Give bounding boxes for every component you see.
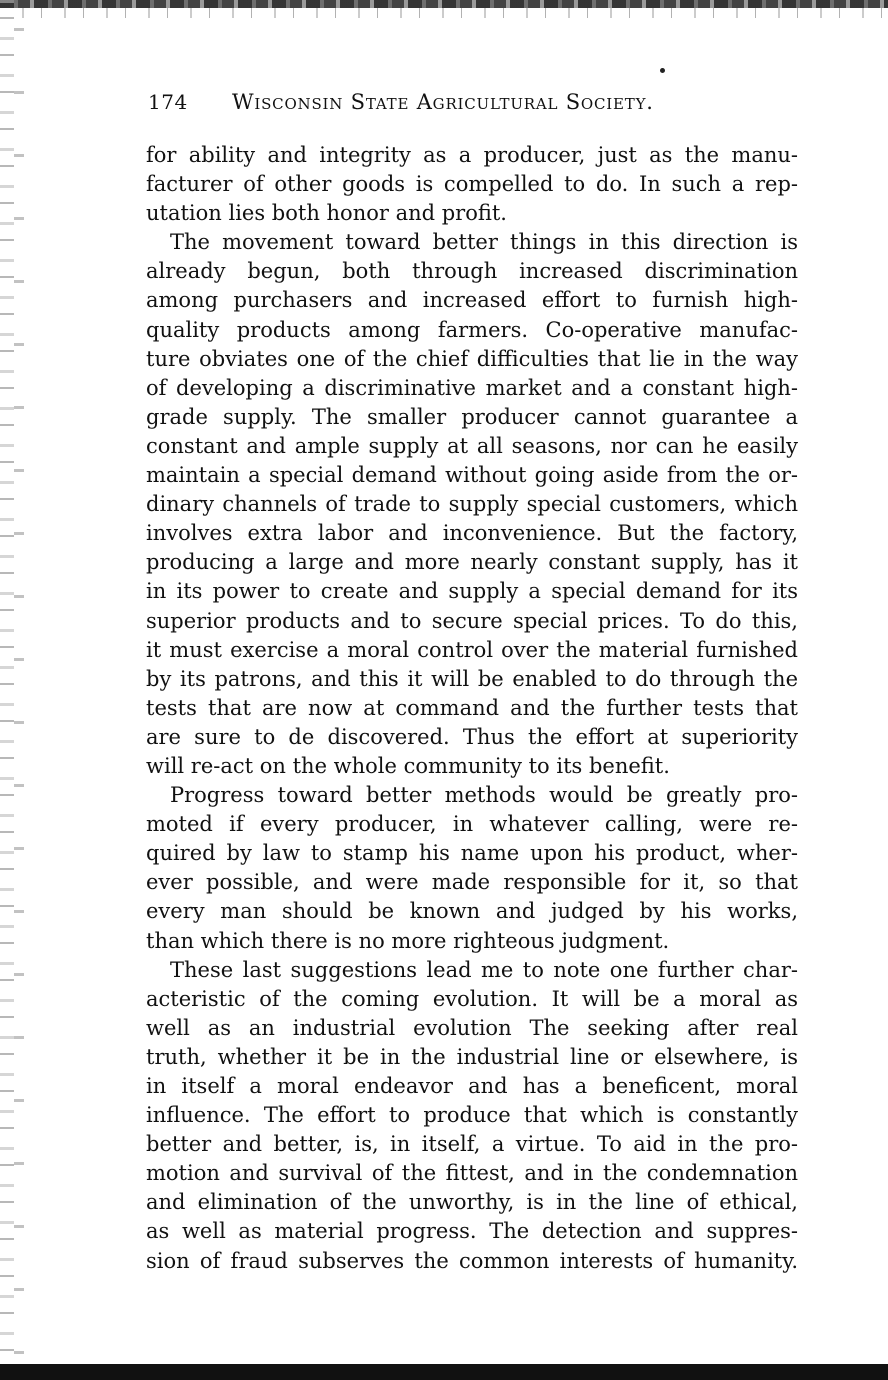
paragraph bbox=[146, 228, 798, 781]
text-line: influence. The effort to produce that which is constantly bbox=[146, 1103, 798, 1128]
text-line: involves extra labor and inconvenience. But the factory, bbox=[146, 521, 798, 546]
text-line: already begun, both through increased discrimination bbox=[146, 259, 798, 284]
scan-border-top bbox=[0, 0, 888, 8]
running-head-title: Wisconsin State Agricultural Society. bbox=[232, 90, 654, 114]
text-line: in its power to create and supply a special demand for its bbox=[146, 579, 798, 604]
text-line: quired by law to stamp his name upon his product, wher- bbox=[146, 841, 798, 866]
text-line: of developing a discriminative market and a constant high- bbox=[146, 375, 798, 400]
text-line: These last suggestions lead me to note one further char- bbox=[170, 957, 798, 982]
text-line: will re-act on the whole community to its benefit. bbox=[146, 753, 670, 778]
text-line: The movement toward better things in this direction is bbox=[170, 230, 798, 255]
text-line: acteristic of the coming evolution. It will be a moral as bbox=[146, 986, 798, 1011]
scan-noise-top bbox=[0, 8, 888, 18]
text-line: ture obviates one of the chief difficulties that lie in the way bbox=[146, 346, 798, 371]
text-line: than which there is no more righteous judgment. bbox=[146, 928, 670, 953]
text-line: utation lies both honor and profit. bbox=[146, 201, 507, 226]
text-line: dinary channels of trade to supply special customers, which bbox=[146, 492, 798, 517]
text-line: quality products among farmers. Co-operative manufac- bbox=[146, 317, 798, 342]
text-line: for ability and integrity as a producer, just as the manu- bbox=[146, 143, 798, 167]
text-line: in itself a moral endeavor and has a beneficent, moral bbox=[146, 1074, 798, 1098]
text-line: are sure to de discovered. Thus the effort at superiority bbox=[146, 724, 798, 749]
text-line: moted if every producer, in whatever calling, were re- bbox=[146, 812, 798, 837]
text-line: producing a large and more nearly constant supply, has it bbox=[146, 550, 798, 575]
text-line: grade supply. The smaller producer cannot guarantee a bbox=[146, 404, 798, 429]
paragraph bbox=[146, 141, 798, 228]
text-line: facturer of other goods is compelled to do. In such a rep- bbox=[146, 172, 798, 197]
text-line: every man should be known and judged by his works, bbox=[146, 899, 798, 924]
text-line: maintain a special demand without going aside from the or- bbox=[146, 463, 798, 488]
scan-noise-left bbox=[14, 0, 24, 1380]
text-line: constant and ample supply at all seasons, nor can he easily bbox=[146, 433, 798, 458]
paragraph bbox=[146, 956, 798, 1276]
text-line: motion and survival of the fittest, and in the condemnation bbox=[146, 1161, 798, 1186]
text-line: truth, whether it be in the industrial line or elsewhere, is bbox=[146, 1044, 798, 1069]
ink-speck bbox=[660, 68, 665, 73]
text-line: it must exercise a moral control over the material furnished bbox=[146, 637, 798, 662]
text-line: Progress toward better methods would be greatly pro- bbox=[170, 783, 798, 808]
text-line: tests that are now at command and the further tests that bbox=[146, 695, 798, 720]
body-text bbox=[146, 141, 798, 1276]
text-line: among purchasers and increased effort to furnish high- bbox=[146, 288, 798, 313]
text-line: well as an industrial evolution The seeking after real bbox=[146, 1015, 798, 1040]
page-number: 174 bbox=[148, 90, 188, 114]
text-line: better and better, is, in itself, a virtue. To aid in the pro- bbox=[146, 1132, 798, 1157]
text-line: as well as material progress. The detection and suppres- bbox=[146, 1219, 798, 1244]
text-line: and elimination of the unworthy, is in the line of ethical, bbox=[146, 1190, 798, 1215]
running-header bbox=[148, 90, 798, 120]
text-line: by its patrons, and this it will be enabled to do through the bbox=[146, 666, 798, 691]
text-line: superior products and to secure special prices. To do this, bbox=[146, 608, 798, 633]
text-line: sion of fraud subserves the common interests of humanity. bbox=[146, 1248, 798, 1273]
scan-border-left bbox=[0, 0, 14, 1380]
text-line: ever possible, and were made responsible for it, so that bbox=[146, 870, 798, 895]
scan-border-bottom bbox=[0, 1364, 888, 1380]
paragraph bbox=[146, 781, 798, 956]
